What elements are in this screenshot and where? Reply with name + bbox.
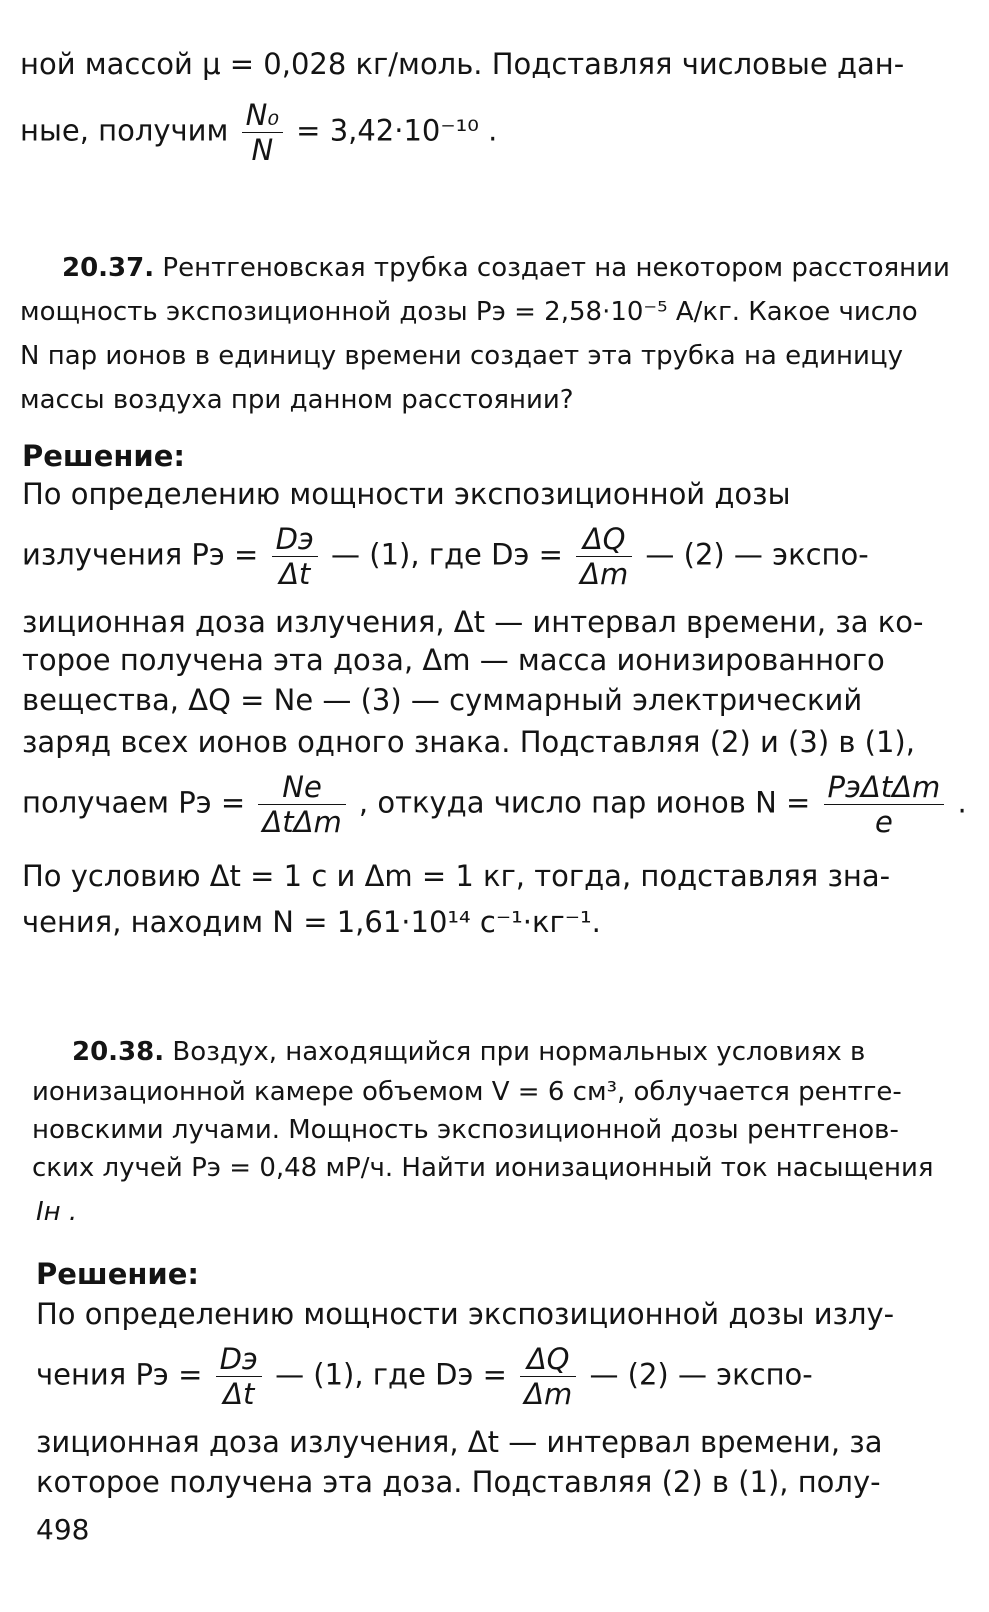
solution-20-37-line-8: По условию Δt = 1 с и Δm = 1 кг, тогда, подставляя зна- <box>22 859 891 893</box>
top-line-2-text: ные, получим <box>20 113 229 148</box>
dose-fraction <box>576 522 632 591</box>
fraction-denominator: N <box>251 133 274 167</box>
problem-number: 20.37. <box>62 253 155 283</box>
fraction-numerator: ΔQ <box>576 522 632 557</box>
problem-20-37-line-1 <box>62 250 950 286</box>
fraction-numerator: Dэ <box>272 522 318 557</box>
fraction-denominator: e <box>874 805 893 839</box>
n-formula-fraction <box>824 770 945 839</box>
solution-20-37-line-6: заряд всех ионов одного знака. Подставляя (2) и (3) в (1), <box>22 725 915 759</box>
text-segment: излучения Pэ = <box>22 537 259 572</box>
solution-20-38-line-2 <box>36 1342 813 1411</box>
text-segment: чения Pэ = <box>36 1357 203 1392</box>
fraction-denominator: ΔtΔm <box>262 805 342 839</box>
problem-20-37-line-4: массы воздуха при данном расстоянии? <box>20 385 574 415</box>
text-segment: — (2) — экспо- <box>645 537 869 572</box>
problem-20-38-line-4: ских лучей Pэ = 0,48 мР/ч. Найти ионизационный ток насыщения <box>32 1153 934 1183</box>
text-segment: , откуда число пар ионов N = <box>358 785 811 820</box>
ne-fraction <box>258 770 345 839</box>
text-segment: . <box>957 785 967 820</box>
solution-heading: Решение: <box>36 1257 200 1291</box>
fraction-numerator: ΔQ <box>520 1342 576 1377</box>
solution-20-37-line-4: торое получена эта доза, Δm — масса ионизированного <box>22 643 885 677</box>
problem-20-37-line-2: мощность экспозиционной дозы Pэ = 2,58·10⁻⁵ А/кг. Какое число <box>20 297 918 327</box>
dose-rate-fraction <box>216 1342 262 1411</box>
solution-20-38-line-3: зиционная доза излучения, Δt — интервал времени, за <box>36 1425 883 1459</box>
problem-20-38-line-5: Iн . <box>36 1197 78 1227</box>
text-segment: — (1), где Dэ = <box>275 1357 507 1392</box>
dose-rate-fraction <box>272 522 318 591</box>
fraction-numerator: Dэ <box>216 1342 262 1377</box>
text-segment: получаем Pэ = <box>22 785 246 820</box>
problem-20-38-line-1 <box>72 1034 865 1070</box>
fraction-numerator: N₀ <box>242 98 283 133</box>
fraction-numerator: PэΔtΔm <box>824 770 945 805</box>
problem-number: 20.38. <box>72 1037 165 1067</box>
fraction-numerator: Ne <box>258 770 345 805</box>
top-line-1: ной массой μ = 0,028 кг/моль. Подставляя числовые дан- <box>20 47 905 81</box>
problem-text: Воздух, находящийся при нормальных условиях в <box>172 1037 866 1067</box>
problem-20-38-line-2: ионизационной камере объемом V = 6 см³, облучается рентге- <box>32 1077 902 1107</box>
fraction-denominator: Δt <box>223 1377 255 1411</box>
dose-fraction <box>520 1342 576 1411</box>
problem-20-37-line-3: N пар ионов в единицу времени создает эта трубка на единицу <box>20 341 903 371</box>
solution-20-37-line-7 <box>22 770 967 839</box>
page-number: 498 <box>36 1513 90 1546</box>
n0-over-n-fraction <box>242 98 283 167</box>
solution-20-37-line-1: По определению мощности экспозиционной дозы <box>22 477 791 511</box>
top-line-2 <box>20 98 497 167</box>
fraction-denominator: Δm <box>580 557 629 591</box>
solution-20-38-line-4: которое получена эта доза. Подставляя (2) в (1), полу- <box>36 1465 881 1499</box>
problem-text: Рентгеновская трубка создает на некотором расстоянии <box>162 253 950 283</box>
solution-20-37-line-2 <box>22 522 869 591</box>
fraction-denominator: Δm <box>524 1377 573 1411</box>
solution-20-37-line-5: вещества, ΔQ = Ne — (3) — суммарный электрический <box>22 683 863 717</box>
text-segment: — (2) — экспо- <box>589 1357 813 1392</box>
text-segment: — (1), где Dэ = <box>331 537 563 572</box>
solution-20-38-line-1: По определению мощности экспозиционной дозы излу- <box>36 1297 895 1331</box>
solution-heading: Решение: <box>22 439 186 473</box>
top-line-2-value: = 3,42·10⁻¹⁰ . <box>296 113 498 148</box>
fraction-denominator: Δt <box>279 557 311 591</box>
solution-20-37-line-3: зиционная доза излучения, Δt — интервал времени, за ко- <box>22 605 924 639</box>
problem-20-38-line-3: новскими лучами. Мощность экспозиционной дозы рентгенов- <box>32 1115 899 1145</box>
solution-20-37-line-9: чения, находим N = 1,61·10¹⁴ с⁻¹·кг⁻¹. <box>22 905 601 939</box>
